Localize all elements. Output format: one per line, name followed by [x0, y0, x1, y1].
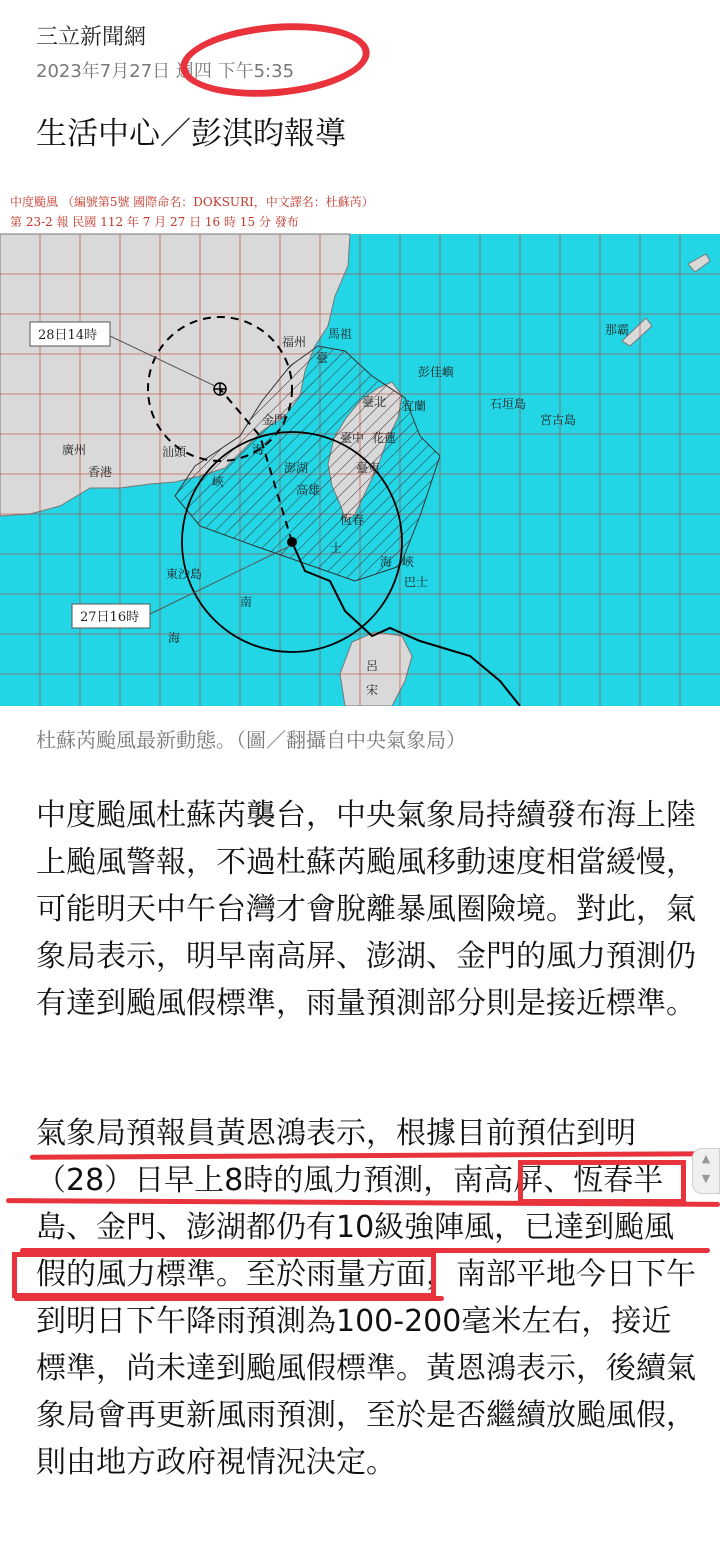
place-haixia1: 海	[252, 443, 265, 457]
forecast-time-label: 28日14時	[38, 328, 98, 343]
place-shi: 士	[330, 541, 343, 555]
highlight-box-standard	[12, 1252, 436, 1298]
place-haixia2: 峽	[212, 475, 225, 489]
map-header-line2: 第 23-2 報 民國 112 年 7 月 27 日 16 時 15 分 發布	[10, 215, 299, 229]
place-strait-bashi1: 海	[380, 555, 393, 569]
scroll-handle[interactable]	[692, 1148, 720, 1194]
map-header-line1: 中度颱風 （編號第5號 國際命名：DOKSURI，中文譯名：杜蘇芮）	[10, 195, 374, 209]
place-shantou: 汕頭	[162, 445, 187, 459]
place-kaohsiung: 高雄	[296, 483, 321, 497]
place-mazu: 馬祖	[328, 327, 353, 341]
place-miyako: 宮古島	[540, 413, 577, 427]
place-bashi: 巴士	[404, 575, 429, 589]
place-hengchun: 恆春	[340, 513, 365, 527]
news-source[interactable]: 三立新聞網	[36, 25, 147, 50]
place-hualien: 花蓮	[372, 431, 397, 445]
byline: 生活中心／彭淇昀報導	[36, 116, 346, 152]
highlight-circle-date	[177, 16, 373, 104]
place-fuzhou: 福州	[282, 335, 307, 349]
place-yilan: 宜蘭	[402, 399, 427, 413]
forecast-position-marker	[214, 383, 226, 395]
place-tai: 臺	[316, 351, 329, 365]
place-hai: 海	[168, 631, 181, 645]
place-naha: 那霸	[605, 323, 630, 337]
typhoon-current-position	[287, 537, 297, 547]
article-paragraph-2: 氣象局預報員黃恩鴻表示，根據目前預估到明（28）日早上8時的風力預測，南高屏、恆春半島、金門、澎湖都仍有10級強陣風，已達到颱風假的風力標準。至於雨量方面，南部平地今日下午到明日下午降雨預測為100-200毫米左右，接近標準，尚未達到颱風假標準。黃恩鴻表示，後續氣象局會再更新風雨預測，至於是否繼續放颱風假，則由地方政府視情況決定。	[36, 1116, 696, 1480]
place-nan: 南	[240, 595, 253, 609]
highlight-box-nangaoping	[518, 1160, 686, 1204]
place-pengjiayu: 彭佳嶼	[418, 365, 455, 379]
article-paragraph-1: 中度颱風杜蘇芮襲台，中央氣象局持續發布海上陸上颱風警報，不過杜蘇芮颱風移動速度相當緩慢，可能明天中午台灣才會脫離暴風圈險境。對此，氣象局表示，明早南高屏、澎湖、金門的風力預測仍有達到颱風假標準，雨量預測部分則是接近標準。	[36, 798, 696, 1021]
place-song: 宋	[366, 683, 379, 697]
place-shiyuan: 石垣島	[490, 397, 527, 411]
place-dongsha: 東沙島	[166, 567, 203, 581]
place-lu: 呂	[366, 659, 379, 673]
place-strait-bashi2: 峽	[402, 555, 415, 569]
place-penghu: 澎湖	[284, 461, 309, 475]
place-taitung: 臺東	[356, 461, 381, 475]
place-guangzhou: 廣州	[62, 443, 87, 457]
image-caption: 杜蘇芮颱風最新動態。（圖／翻攝自中央氣象局）	[36, 728, 466, 752]
place-taichung: 臺中	[340, 431, 365, 445]
typhoon-track-map[interactable]	[0, 186, 720, 706]
place-taipei: 臺北	[362, 395, 387, 409]
place-hongkong: 香港	[88, 465, 113, 479]
place-kinmen: 金門	[262, 413, 287, 427]
up-down-chevron-icon: ▲ ▼	[701, 1152, 711, 1185]
current-time-label: 27日16時	[80, 610, 140, 625]
publish-date: 2023年7月27日 週四 下午5:35	[36, 61, 295, 82]
